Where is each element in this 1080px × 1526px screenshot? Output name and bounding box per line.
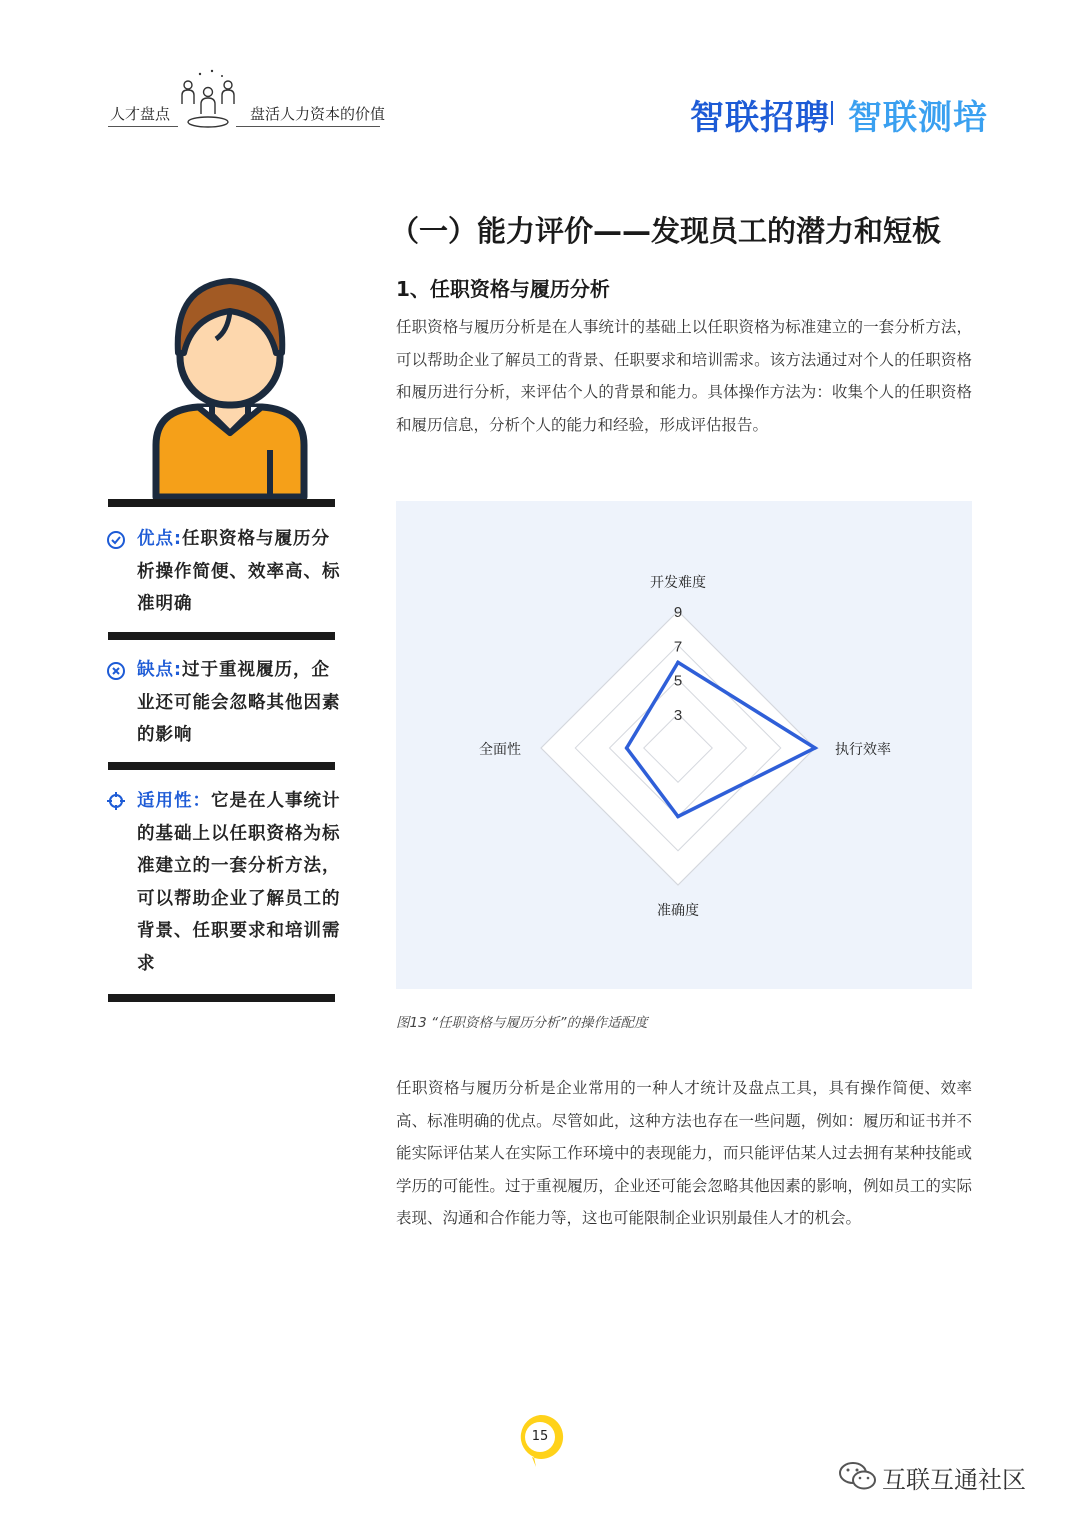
header (0, 0, 1080, 150)
intro-paragraph: 任职资格与履历分析是在人事统计的基础上以任职资格为标准建立的一套分析方法，可以帮助企业了解员工的背景、任职要求和培训需求。该方法通过对个人的任职资格和履历进行分析，来评估个人的背景和能力。具体操作方法为：收集个人的任职资格和履历信息，分析个人的能力和经验，形成评估报告。 (396, 318, 972, 434)
watermark: 互联互通社区 (882, 1466, 1026, 1494)
header-left-label: 人才盘点 (110, 105, 171, 123)
header-rule-right (236, 126, 380, 127)
wechat-icon (838, 1460, 878, 1492)
sidebar-divider (108, 762, 335, 770)
brand-cepei: 智联测培 (848, 98, 988, 138)
brand-separator (831, 101, 833, 125)
radar-data-point (625, 746, 629, 750)
figure-caption: 图13 “任职资格与履历分析”的操作适配度 (396, 1015, 648, 1031)
sidebar-divider (108, 994, 335, 1002)
target-crosshair-icon (106, 791, 126, 811)
header-right-label: 盘活人力资本的价值 (250, 105, 386, 123)
radar-tick-label: 9 (673, 604, 683, 621)
cons-block (137, 654, 342, 752)
radar-data-point (813, 746, 817, 750)
cons-key: 缺点: (137, 660, 182, 680)
chart-panel (396, 501, 972, 989)
radar-tick-label: 7 (673, 638, 683, 656)
check-circle-icon (106, 530, 126, 550)
brand-zhaopin: 智联招聘 (690, 98, 830, 138)
radar-data-point (676, 661, 680, 665)
header-rule-left (108, 126, 178, 127)
people-logo-icon (168, 68, 246, 134)
pros-key: 优点: (137, 529, 182, 549)
subsection-title: 1、任职资格与履历分析 (396, 277, 610, 301)
radar-tick-label: 3 (673, 706, 683, 724)
section-title: （一）能力评价——发现员工的潜力和短板 (390, 214, 942, 248)
person-avatar (150, 275, 310, 500)
radar-axis-label: 执行效率 (835, 742, 891, 758)
cons-text: 过于重视履历，企业还可能会忽略其他因素的影响 (137, 660, 341, 745)
radar-axis-label: 准确度 (657, 903, 699, 919)
applicability-text: 它是在人事统计的基础上以任职资格为标准建立的一套分析方法，可以帮助企业了解员工的背景、任职要求和培训需求 (137, 791, 341, 974)
sidebar-divider (108, 499, 335, 507)
radar-axis-label: 开发难度 (650, 575, 706, 591)
radar-axis-label: 全面性 (479, 742, 521, 758)
radar-chart (396, 501, 972, 989)
page-number: 15 (531, 1429, 549, 1444)
radar-data-point (676, 815, 680, 819)
applicability-block (137, 785, 342, 980)
applicability-key: 适用性： (137, 791, 211, 811)
pros-block (137, 523, 342, 621)
radar-tick-label: 5 (673, 672, 683, 690)
body-paragraph: 任职资格与履历分析是企业常用的一种人才统计及盘点工具，具有操作简便、效率高、标准明确的优点。尽管如此，这种方法也存在一些问题，例如：履历和证书并不能实际评估某人在实际工作环境中的表现能力，而只能评估某人过去拥有某种技能或学历的可能性。过于重视履历，企业还可能会忽略其他因素的影响，例如员工的实际表现、沟通和合作能力等，这也可能限制企业识别最佳人才的机会。 (396, 1079, 972, 1227)
sidebar-divider (108, 632, 335, 640)
pros-text: 任职资格与履历分析操作简便、效率高、标准明确 (137, 529, 341, 614)
x-circle-icon (106, 661, 126, 681)
